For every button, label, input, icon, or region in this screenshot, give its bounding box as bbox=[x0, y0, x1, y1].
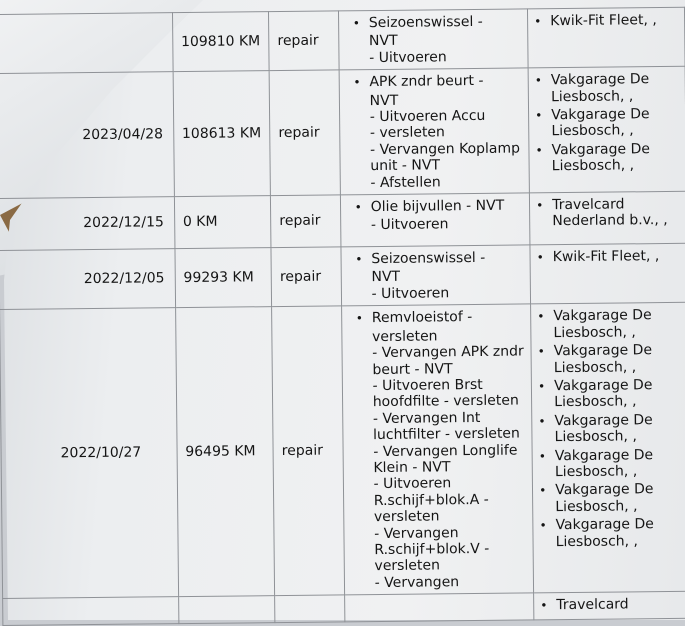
work-line: versleten bbox=[374, 557, 441, 575]
date-cell bbox=[3, 597, 179, 625]
garage-item: • Vakgarage De Liesbosch, , bbox=[538, 412, 684, 446]
mileage-cell: 99293 KM bbox=[175, 248, 272, 308]
work-line: - Vervangen Int bbox=[372, 409, 481, 427]
work-line: - Vervangen bbox=[374, 573, 460, 591]
date-value bbox=[0, 42, 172, 44]
date-cell bbox=[0, 13, 173, 74]
work-item: • Seizoenswissel - bbox=[353, 14, 522, 32]
work-line: - Uitvoeren bbox=[369, 49, 447, 66]
garage-item: • Vakgarage De Liesbosch, , bbox=[538, 342, 684, 376]
work-line: unit - NVT bbox=[370, 157, 441, 175]
mileage-cell bbox=[178, 596, 275, 623]
garage-cell bbox=[530, 191, 685, 245]
work-item: • Olie bijvullen - NVT bbox=[355, 198, 524, 216]
work-line: NVT bbox=[371, 269, 401, 286]
work-line: hoofdfilte - versleten bbox=[372, 392, 519, 411]
type-cell: repair bbox=[269, 11, 339, 71]
work-line: - versleten bbox=[369, 124, 445, 142]
work-line: - Uitvoeren Accu bbox=[369, 107, 486, 126]
mileage-cell: 108613 KM bbox=[173, 71, 271, 197]
mileage-cell: 0 KM bbox=[174, 196, 271, 249]
date-value: 2022/12/05 bbox=[83, 270, 165, 288]
type-cell: repair bbox=[271, 195, 341, 248]
type-cell: repair bbox=[271, 247, 341, 307]
work-line: - Uitvoeren bbox=[371, 285, 450, 302]
garage-item: • Vakgarage De Liesbosch, , bbox=[535, 106, 681, 140]
work-line: - Uitvoeren bbox=[373, 475, 452, 493]
work-line: - Vervangen APK zndr bbox=[372, 343, 524, 362]
work-line: - Uitvoeren bbox=[370, 216, 449, 234]
table-row bbox=[0, 7, 685, 73]
work-item: • Seizoenswissel - bbox=[355, 250, 524, 268]
work-line: - Vervangen Koplamp bbox=[370, 140, 521, 158]
garage-cell bbox=[528, 7, 685, 68]
garage-cell bbox=[530, 243, 685, 304]
garage-cell bbox=[528, 67, 685, 193]
work-item: • Remvloeistof - bbox=[356, 309, 525, 327]
garage-item: • Vakgarage De Liesbosch, , bbox=[537, 307, 683, 341]
date-cell bbox=[0, 308, 178, 599]
date-value: 2023/04/28 bbox=[82, 126, 164, 144]
date-value bbox=[3, 610, 178, 612]
type-cell: repair bbox=[272, 306, 345, 596]
garage-item: • Kwik-Fit Fleet, , bbox=[537, 248, 683, 266]
date-cell bbox=[0, 197, 175, 251]
maintenance-history bbox=[0, 7, 685, 626]
garage-item: • Vakgarage De Liesbosch, , bbox=[536, 141, 682, 175]
work-line: versleten bbox=[372, 328, 438, 345]
work-line: beurt - NVT bbox=[372, 360, 453, 378]
date-cell bbox=[0, 72, 174, 199]
work-line: R.schijf+blok.V - bbox=[374, 540, 490, 559]
table-row bbox=[0, 243, 685, 309]
garage-item: • Kwik-Fit Fleet, , bbox=[534, 12, 680, 30]
work-line: versleten bbox=[373, 508, 440, 526]
mileage-cell: 96495 KM bbox=[175, 307, 274, 597]
work-line: NVT bbox=[369, 92, 399, 109]
work-cell bbox=[338, 9, 528, 70]
garage-item: • Vakgarage De Liesbosch, , bbox=[539, 446, 685, 480]
table-row bbox=[0, 191, 685, 250]
work-cell bbox=[341, 245, 531, 306]
work-line: - Afstellen bbox=[370, 174, 441, 191]
date-value: 2022/10/27 bbox=[60, 444, 142, 462]
work-cell bbox=[340, 193, 530, 247]
table-row bbox=[0, 67, 685, 199]
garage-item: • Vakgarage De Liesbosch, , bbox=[538, 377, 684, 411]
garage-item: • Travelcard Nederland b.v., , bbox=[536, 196, 682, 230]
work-line: - Vervangen bbox=[374, 524, 459, 542]
work-line: R.schijf+blok.A - bbox=[373, 491, 489, 509]
work-cell bbox=[344, 593, 534, 621]
date-cell bbox=[0, 249, 175, 310]
work-line: - Uitvoeren Brst bbox=[372, 376, 483, 394]
work-cell bbox=[341, 304, 533, 595]
work-line: - Vervangen Longlife bbox=[373, 442, 518, 460]
work-item: • APK zndr beurt - bbox=[353, 73, 522, 91]
work-line: luchtfilter - versleten bbox=[373, 425, 520, 444]
garage-item: • Vakgarage De Liesbosch, , bbox=[539, 481, 685, 515]
garage-cell bbox=[534, 591, 685, 619]
mileage-cell: 109810 KM bbox=[172, 12, 269, 72]
work-cell bbox=[339, 68, 530, 195]
work-line: Klein - NVT bbox=[373, 459, 451, 477]
maintenance-table bbox=[0, 7, 685, 626]
table-row bbox=[0, 303, 685, 599]
type-cell bbox=[275, 595, 345, 622]
garage-cell bbox=[531, 303, 685, 594]
type-cell: repair bbox=[269, 70, 340, 196]
garage-item: • Travelcard bbox=[540, 596, 685, 614]
garage-item: • Vakgarage De Liesbosch, , bbox=[535, 71, 681, 105]
garage-item: • Vakgarage De Liesbosch, , bbox=[539, 516, 685, 550]
work-line: NVT bbox=[368, 33, 398, 50]
date-value: 2022/12/15 bbox=[83, 214, 164, 232]
